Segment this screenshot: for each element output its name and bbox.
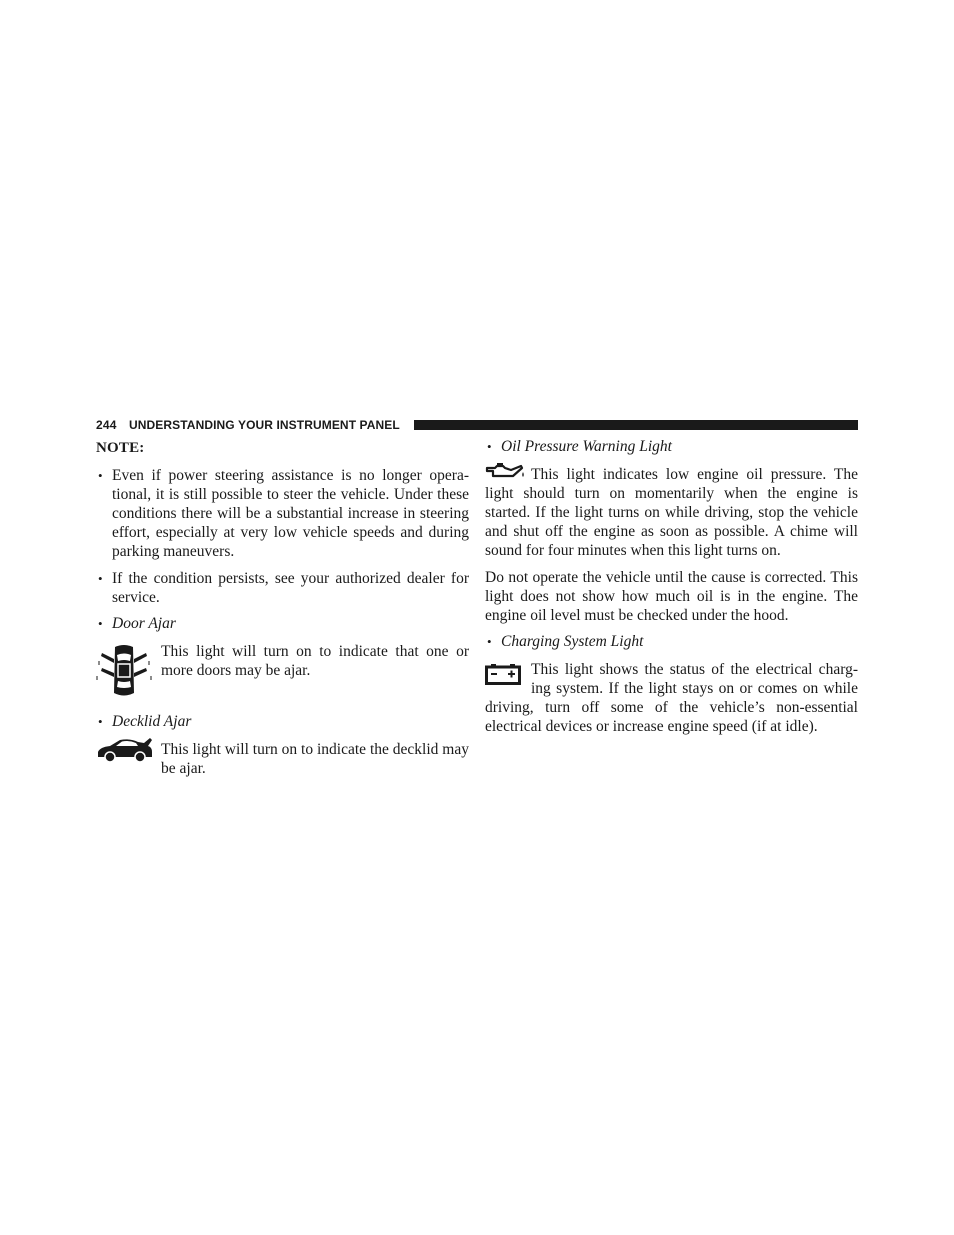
- bullet-text: Even if power steering assistance is no longer opera-tional, it is still possible to steer the vehicle. Under these conditions there will be a substantial increase in steering effort, especially at very low vehicle speeds and during parking maneuvers.: [112, 466, 469, 560]
- section-title: UNDERSTANDING YOUR INSTRUMENT PANEL: [129, 418, 400, 432]
- right-column: [485, 437, 858, 737]
- decklid-ajar-icon: [96, 735, 154, 767]
- charging-system-text: This light shows the status of the electrical charg-ing system. If the light stays on or comes on while driving, turn off some of the vehicle’s non-essential electrical devices or increase engine speed (if at idle).: [485, 661, 858, 735]
- door-ajar-icon: [96, 643, 152, 699]
- charging-system-heading: • Charging System Light: [487, 633, 644, 651]
- decklid-ajar-heading: • Decklid Ajar: [98, 713, 192, 731]
- door-ajar-heading: • Door Ajar: [98, 615, 176, 633]
- door-ajar-section: [96, 643, 469, 707]
- list-item: • Even if power steering assistance is no longer opera-tional, it is still possible to steer the vehicle. Under these conditions there will be a substantial increase in steering effort, especially at very low vehicle speeds and during parking maneuvers.: [98, 466, 469, 560]
- oil-pressure-text: This light indicates low engine oil pressure. The light should turn on momentarily when the engine is started. If the light turns on while driving, stop the vehicle and shut off the engine as soon as possible. A chime will sound for four minutes when this light turns on.: [485, 466, 858, 561]
- oil-pressure-paragraph: Do not operate the vehicle until the cause is corrected. This light does not show how much oil is in the engine. The engine oil level must be checked under the hood.: [485, 569, 858, 625]
- page-number: 244: [96, 418, 117, 432]
- decklid-ajar-section: [96, 741, 469, 779]
- left-column: [96, 437, 469, 779]
- note-label: NOTE:: [96, 440, 145, 456]
- oil-can-icon: [485, 462, 525, 482]
- bullet-text: If the condition persists, see your authorized dealer for service.: [112, 570, 469, 607]
- door-ajar-text: This light will turn on to indicate that one or more doors may be ajar.: [161, 643, 469, 680]
- oil-pressure-heading: • Oil Pressure Warning Light: [487, 438, 672, 455]
- page-header: [96, 417, 858, 433]
- battery-icon: [485, 663, 521, 685]
- decklid-ajar-text: This light will turn on to indicate the decklid may be ajar.: [161, 741, 469, 777]
- list-item: • If the condition persists, see your authorized dealer for service.: [98, 570, 469, 607]
- header-rule: [414, 420, 858, 430]
